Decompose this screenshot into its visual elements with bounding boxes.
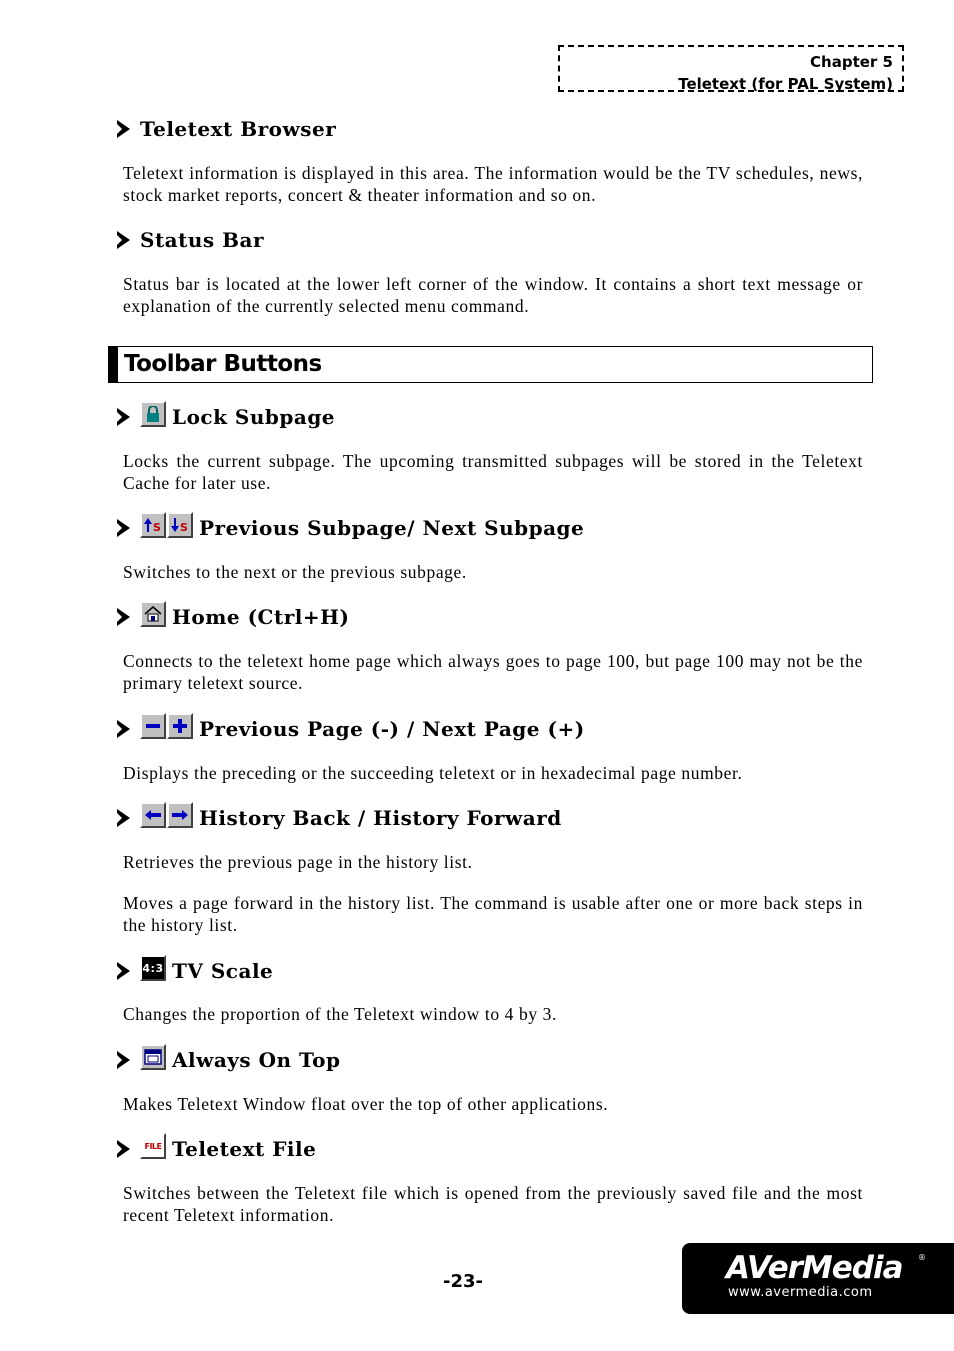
heading-text: History Back / History Forward (199, 806, 562, 830)
bullet-arrow-icon (117, 408, 130, 426)
forward-arrow-icon (167, 802, 193, 828)
heading-text: Previous Page (-) / Next Page (+) (199, 717, 585, 741)
page-number: -23- (443, 1271, 483, 1292)
heading-lock-subpage (117, 404, 335, 430)
home-icon (140, 601, 166, 627)
paragraph-tv-scale: Changes the proportion of the Teletext window to 4 by 3. (123, 1004, 557, 1024)
section-title-toolbar-buttons: Toolbar Buttons (108, 346, 873, 383)
svg-text:S: S (180, 521, 189, 534)
bullet-arrow-icon (117, 519, 130, 537)
paragraph-home: Connects to the teletext home page which always goes to page 100, but page 100 may not be the primary teletext source. (123, 651, 863, 693)
plus-icon (167, 713, 193, 739)
heading-text: Status Bar (140, 228, 265, 252)
bullet-arrow-icon (117, 608, 130, 626)
heading-subpage-nav (117, 515, 584, 541)
bullet-arrow-icon (117, 1051, 130, 1069)
paragraph-teletext-browser: Teletext information is displayed in this area. The information would be the TV schedules, news, stock market reports, concert & theater information and so on. (123, 163, 863, 205)
heading-always-on-top (117, 1047, 340, 1073)
logo-url: www.avermedia.com (728, 1285, 873, 1300)
chapter-title: Teletext (for PAL System) (678, 75, 893, 93)
paragraph-teletext-file: Switches between the Teletext file which is opened from the previously saved file and the most recent Teletext information. (123, 1183, 863, 1225)
heading-text: TV Scale (172, 959, 274, 983)
heading-tv-scale (117, 958, 273, 984)
bullet-arrow-icon (117, 962, 130, 980)
paragraph-status-bar: Status bar is located at the lower left corner of the window. It contains a short text message or explanation of the currently selected menu command. (123, 274, 863, 316)
heading-history (117, 805, 562, 831)
heading-teletext-browser (117, 117, 336, 141)
minus-icon (140, 713, 166, 739)
logo-registered-mark: ® (918, 1253, 926, 1262)
heading-status-bar (117, 228, 264, 252)
heading-text: Always On Top (172, 1048, 341, 1072)
heading-teletext-file (117, 1136, 316, 1162)
paragraph-history-forward: Moves a page forward in the history list. The command is usable after one or more back steps in the history list. (123, 893, 863, 935)
heading-text: Previous Subpage/ Next Subpage (199, 516, 585, 540)
heading-text: Home (Ctrl+H) (172, 605, 350, 629)
bullet-arrow-icon (117, 120, 130, 138)
subpage-down-icon (167, 512, 193, 538)
avermedia-logo (682, 1243, 954, 1314)
paragraph-subpage-nav: Switches to the next or the previous subpage. (123, 562, 467, 582)
chapter-header (558, 45, 904, 92)
logo-name: AVerMedia (726, 1250, 903, 1286)
bullet-arrow-icon (117, 720, 130, 738)
heading-text: Teletext Browser (140, 117, 337, 141)
bullet-arrow-icon (117, 1140, 130, 1158)
aspect-ratio-icon: 4:3 (140, 955, 166, 981)
lock-icon (140, 401, 166, 427)
paragraph-history-back: Retrieves the previous page in the history list. (123, 852, 473, 872)
back-arrow-icon (140, 802, 166, 828)
window-icon (140, 1044, 166, 1070)
heading-text: Teletext File (172, 1137, 317, 1161)
heading-page-nav (117, 716, 585, 742)
paragraph-always-on-top: Makes Teletext Window float over the top of other applications. (123, 1094, 609, 1114)
chapter-label: Chapter 5 (810, 53, 893, 71)
heading-text: Lock Subpage (172, 405, 336, 429)
file-icon: FILE (140, 1133, 166, 1159)
heading-home (117, 604, 349, 630)
subpage-up-icon (140, 512, 166, 538)
svg-text:S: S (153, 521, 162, 534)
paragraph-lock-subpage: Locks the current subpage. The upcoming transmitted subpages will be stored in the Teletext Cache for later use. (123, 451, 863, 493)
paragraph-page-nav: Displays the preceding or the succeeding teletext or in hexadecimal page number. (123, 763, 743, 783)
bullet-arrow-icon (117, 231, 130, 249)
bullet-arrow-icon (117, 809, 130, 827)
